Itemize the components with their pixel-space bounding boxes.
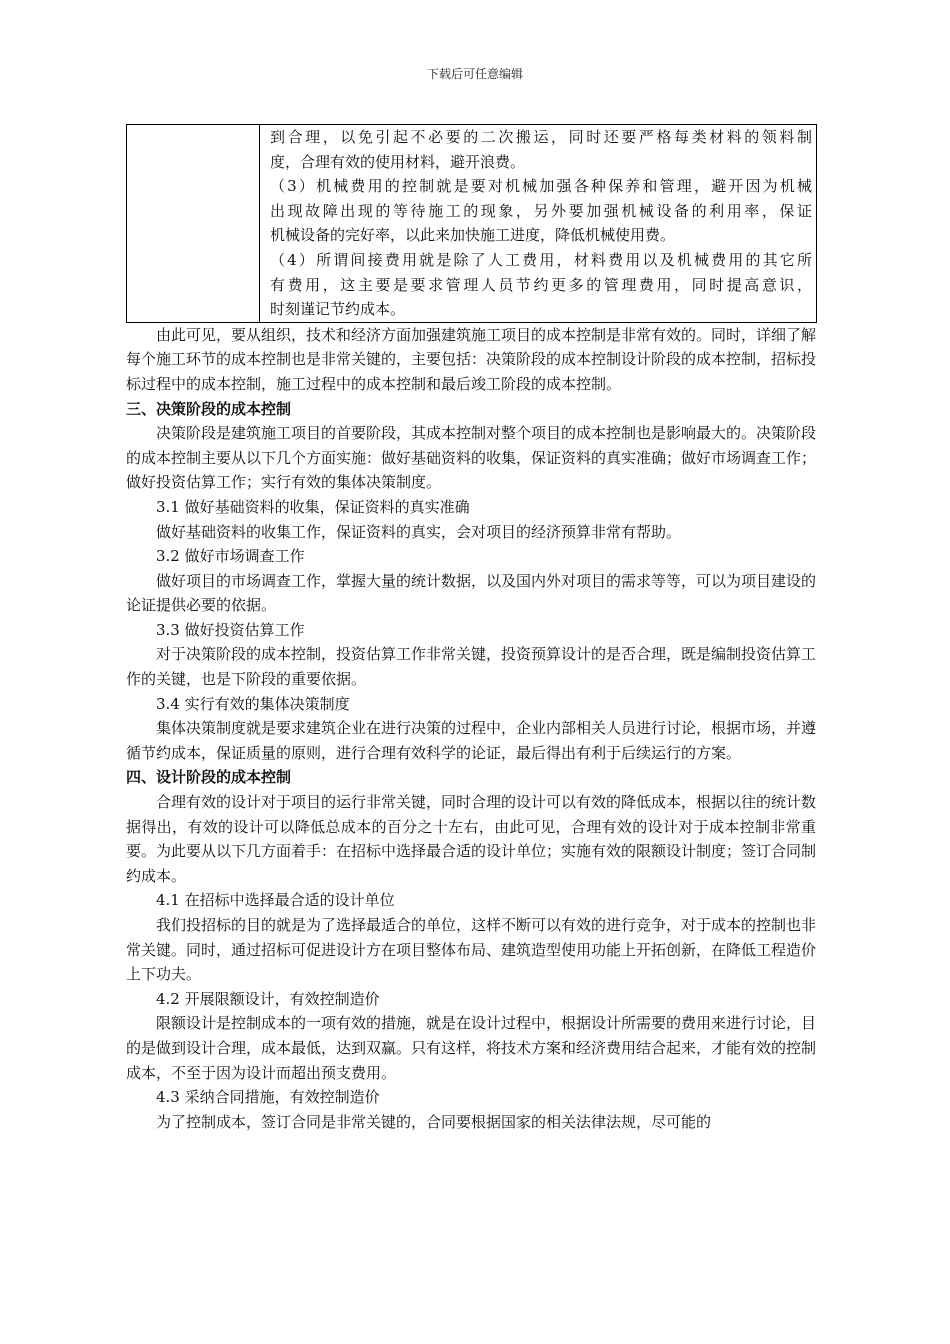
table-line: （4）所谓间接费用就是除了人工费用，材料费用以及机械费用的其它所: [270, 250, 812, 269]
table-line: 时刻谨记节约成本。: [270, 300, 406, 319]
section-3-4-paragraph: 集体决策制度就是要求建筑企业在进行决策的过程中，企业内部相关人员进行讨论，根据市场，并遵循节约成本，保证质量的原则，进行合理有效科学的论证，最后得出有利于后续运行的方案。: [126, 719, 817, 762]
continuation-table: [126, 124, 817, 323]
section-3-heading: 三、决策阶段的成本控制: [126, 399, 292, 418]
section-3-2-paragraph: 做好项目的市场调查工作，掌握大量的统计数据，以及国内外对项目的需求等等，可以为项目建设的论证提供必要的依据。: [126, 571, 817, 615]
section-3-3-heading: 3.3 做好投资估算工作: [156, 620, 305, 639]
table-line: 到合理，以免引起不必要的二次搬运，同时还要严格每类材料的领料制: [270, 128, 812, 146]
section-3-1-paragraph: 做好基础资料的收集工作，保证资料的真实，会对项目的经济预算非常有帮助。: [156, 522, 682, 541]
section-4-1-heading: 4.1 在招标中选择最合适的设计单位: [156, 891, 395, 910]
table-line: （3）机械费用的控制就是要对机械加强各种保养和管理，避开因为机械: [270, 177, 812, 196]
table-line: 度，合理有效的使用材料，避开浪费。: [270, 152, 526, 171]
section-4-3-heading: 4.3 采纳合同措施，有效控制造价: [156, 1088, 380, 1107]
section-4-heading: 四、设计阶段的成本控制: [126, 768, 292, 787]
section-4-2-paragraph: 限额设计是控制成本的一项有效的措施，就是在设计过程中，根据设计所需要的费用来进行讨论，目的是做到设计合理，成本最低，达到双赢。只有这样，将技术方案和经济费用结合起来，才能有效的控制成本，不至于因为设计而超出预支费用。: [126, 1014, 817, 1082]
section-4-1-paragraph: 我们投招标的目的就是为了选择最适合的单位，这样不断可以有效的进行竞争，对于成本的控制也非常关键。同时，通过招标可促进设计方在项目整体布局、建筑造型使用功能上开拓创新，在降低工程造价上下功夫。: [126, 916, 817, 984]
document-body: [126, 124, 816, 1134]
page-header: 下载后可任意编辑: [426, 67, 523, 81]
section-3-2-heading: 3.2 做好市场调查工作: [156, 547, 305, 566]
section-3-3-paragraph: 对于决策阶段的成本控制，投资估算工作非常关键，投资预算设计的是否合理，既是编制投资估算工作的关键，也是下阶段的重要依据。: [126, 645, 817, 689]
section-4-paragraph: 合理有效的设计对于项目的运行非常关键，同时合理的设计可以有效的降低成本，根据以往的统计数据得出，有效的设计可以降低总成本的百分之十左右，由此可见，合理有效的设计对于成本控制非常重要。为此要从以下几方面着手：在招标中选择最合适的设计单位；实施有效的限额设计制度；签订合同制约成本。: [126, 793, 817, 885]
section-3-paragraph: 决策阶段是建筑施工项目的首要阶段，其成本控制对整个项目的成本控制也是影响最大的。决策阶段的成本控制主要从以下几个方面实施：做好基础资料的收集，保证资料的真实准确；做好市场调查工作；做好投资估算工作；实行有效的集体决策制度。: [126, 424, 817, 492]
section-4-2-heading: 4.2 开展限额设计，有效控制造价: [156, 989, 380, 1008]
table-line: 有费用，这主要是要求管理人员节约更多的管理费用，同时提高意识，: [270, 275, 812, 294]
section-3-4-heading: 3.4 实行有效的集体决策制度: [156, 694, 350, 713]
section-3-1-heading: 3.1 做好基础资料的收集，保证资料的真实准确: [156, 497, 470, 516]
table-left-cell: [127, 125, 260, 323]
intro-paragraph: 由此可见，要从组织，技术和经济方面加强建筑施工项目的成本控制是非常有效的。同时，详细了解每个施工环节的成本控制也是非常关键的，主要包括：决策阶段的成本控制设计阶段的成本控制，招标投标过程中的成本控制，施工过程中的成本控制和最后竣工阶段的成本控制。: [126, 325, 817, 393]
section-4-3-paragraph: 为了控制成本，签订合同是非常关键的，合同要根据国家的相关法律法规，尽可能的: [156, 1112, 712, 1131]
table-line: 出现故障出现的等待施工的现象，另外要加强机械设备的利用率，保证: [270, 201, 812, 220]
table-line: 机械设备的完好率，以此来加快施工进度，降低机械使用费。: [270, 226, 676, 245]
table-right-cell: [260, 125, 817, 323]
